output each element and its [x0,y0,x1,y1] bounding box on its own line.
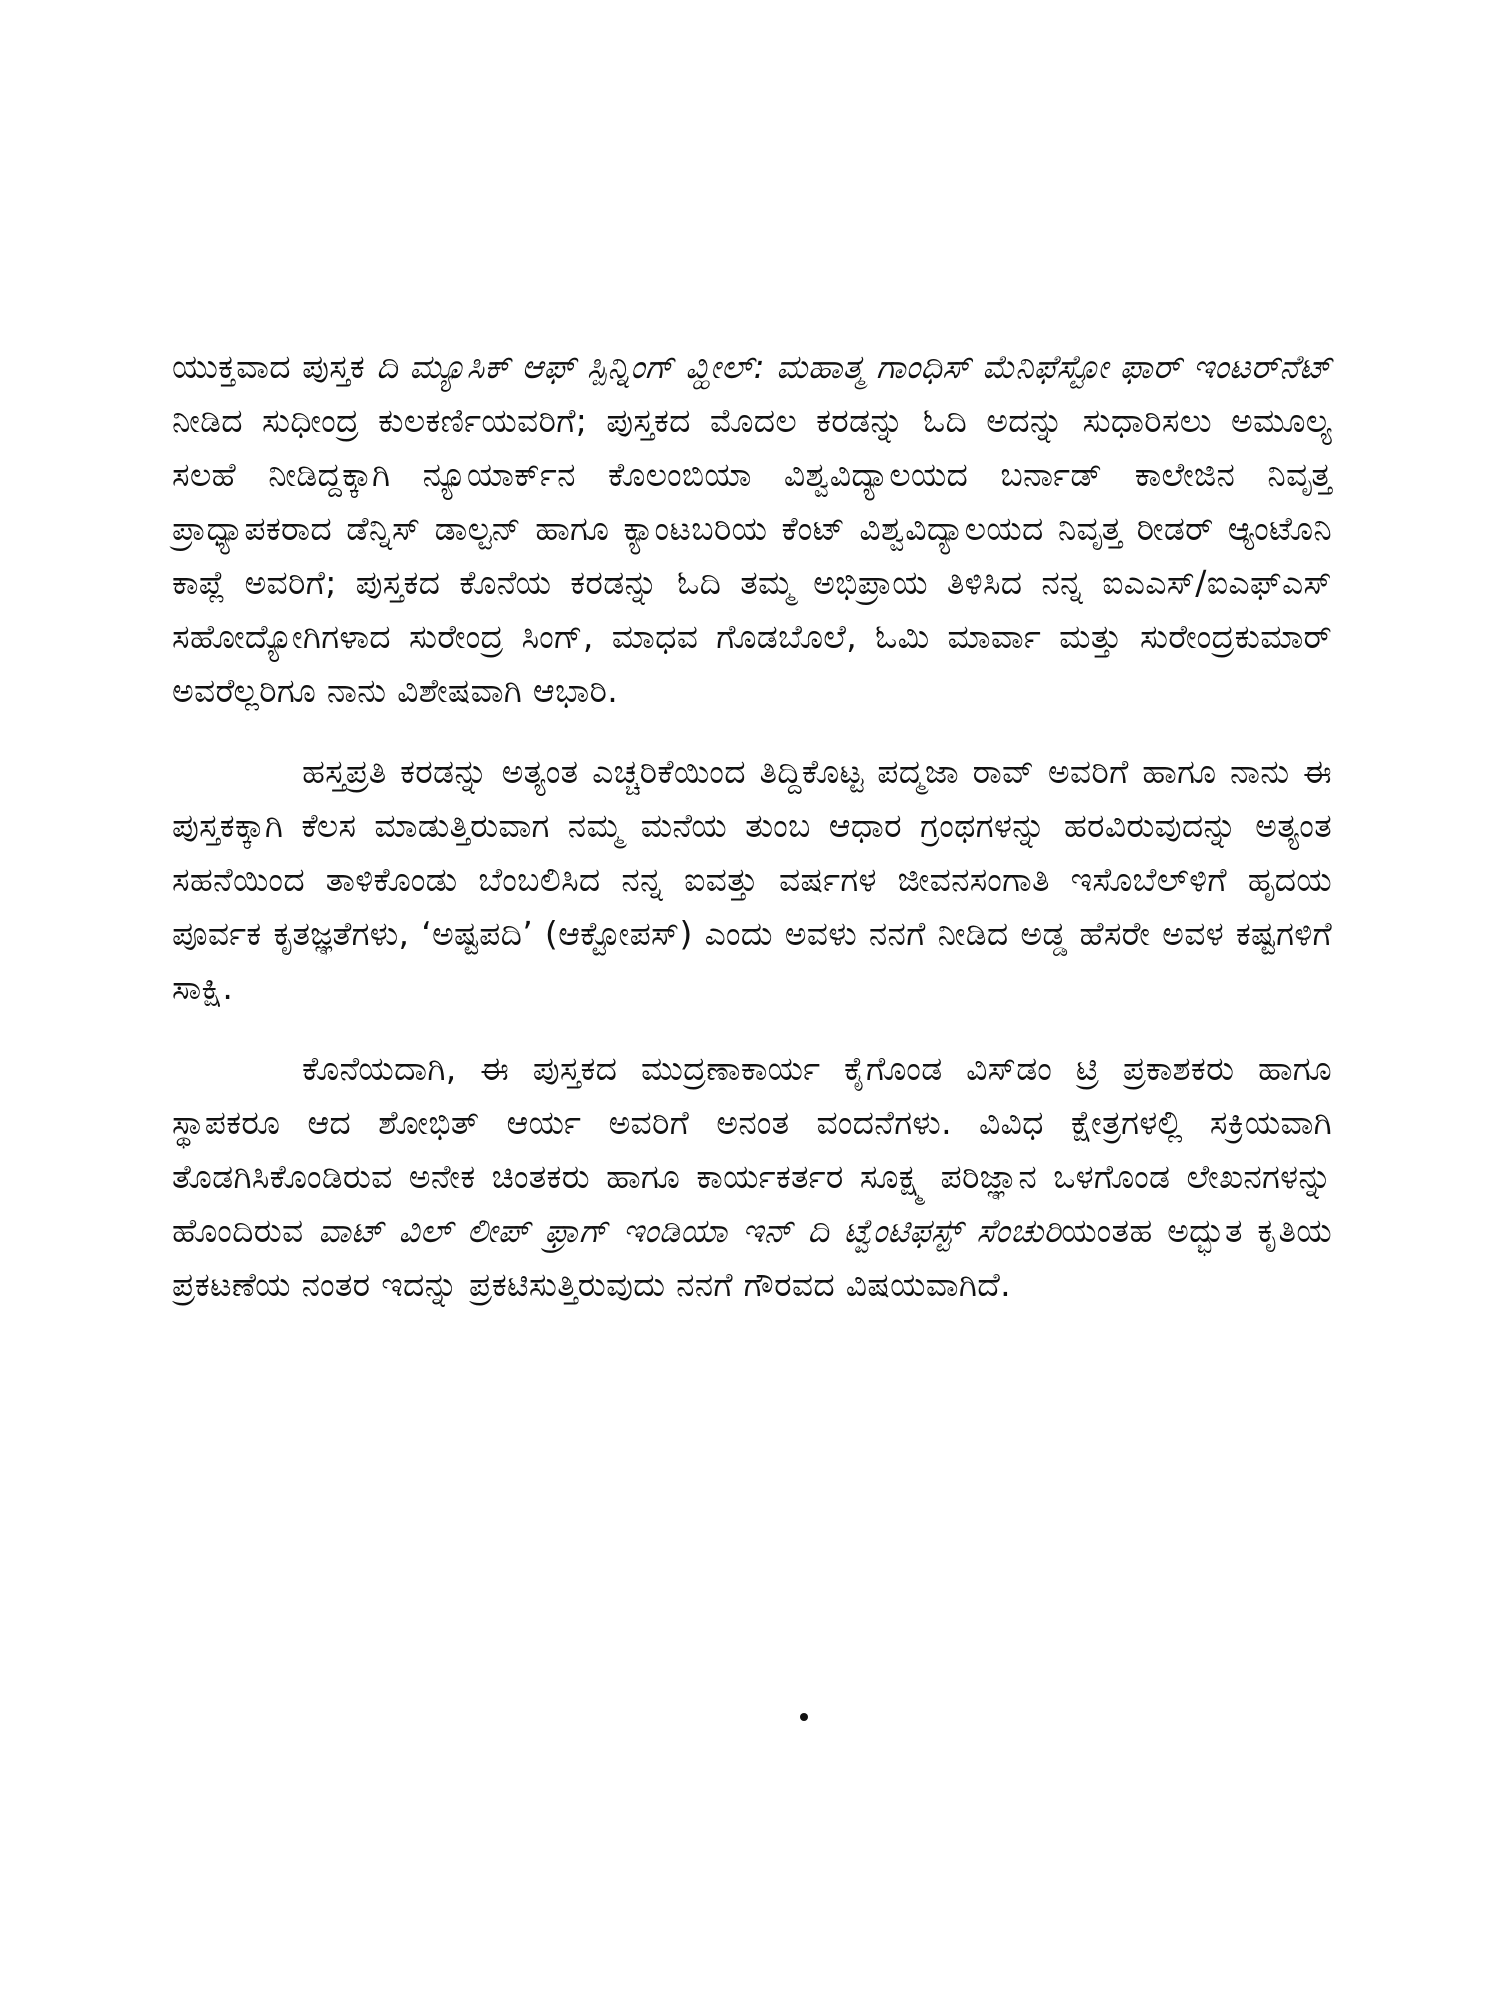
paragraph-text: ಯಂತಹ ಅದ್ಭುತ ಕೃತಿಯ ಪ್ರಕಟಣೆಯ ನಂತರ ಇದನ್ನು ಪ್ರಕಟಿಸುತ್ತಿರುವುದು ನನಗೆ ಗೌರವದ ವಿಷಯವಾಗಿದೆ. [172,1211,1332,1304]
book-title-italic: ವಾಟ್ ವಿಲ್ ಲೀಪ್ ಫ್ರಾಗ್ ಇಂಡಿಯಾ ಇನ್ ದಿ ಟ್ವೆಂಟಿಫಸ್ಟ್ ಸೆಂಚುರಿ [318,1211,1062,1250]
paragraph-text: ಯುಕ್ತವಾದ ಪುಸ್ತಕ [172,347,377,386]
book-title-italic: ದಿ ಮ್ಯೂಸಿಕ್ ಆಫ್ ಸ್ಪಿನ್ನಿಂಗ್ ವ್ಹೀಲ್: ಮಹಾತ್ಮ ಗಾಂಧಿಸ್ ಮೆನಿಫೆಸ್ಟೋ ಫಾರ್ ಇಂಟರ್‌ನೆಟ್ [376,347,1332,386]
paragraph-acknowledgements-1 [172,340,1332,718]
paragraph-text: ನೀಡಿದ ಸುಧೀಂದ್ರ ಕುಲಕರ್ಣಿಯವರಿಗೆ; ಪುಸ್ತಕದ ಮೊದಲ ಕರಡನ್ನು ಓದಿ ಅದನ್ನು ಸುಧಾರಿಸಲು ಅಮೂಲ್ಯ ಸಲಹೆ ನೀಡಿದ್ದಕ್ಕಾಗಿ ನ್ಯೂಯಾರ್ಕ್‌ನ ಕೊಲಂಬಿಯಾ ವಿಶ್ವವಿದ್ಯಾಲಯದ ಬರ್ನಾಡ್ ಕಾಲೇಜಿನ ನಿವೃತ್ತ ಪ್ರಾಧ್ಯಾಪಕರಾದ ಡೆನ್ನಿಸ್ ಡಾಲ್ಟನ್ ಹಾಗೂ ಕ್ಯಾಂಟಬರಿಯ ಕೆಂಟ್ ವಿಶ್ವವಿದ್ಯಾಲಯದ ನಿವೃತ್ತ ರೀಡರ್ ಆ್ಯಂಟೊನಿ ಕಾಪ್ಲೆ ಅವರಿಗೆ; ಪುಸ್ತಕದ ಕೊನೆಯ ಕರಡನ್ನು ಓದಿ ತಮ್ಮ ಅಭಿಪ್ರಾಯ ತಿಳಿಸಿದ ನನ್ನ ಐಎಎಸ್/ಐಎಫ್‌ಎಸ್ ಸಹೋದ್ಯೋಗಿಗಳಾದ ಸುರೇಂದ್ರ ಸಿಂಗ್, ಮಾಧವ ಗೊಡಬೊಲೆ, ಓಮಿ ಮಾರ್ವಾ ಮತ್ತು ಸುರೇಂದ್ರಕುಮಾರ್ ಅವರೆಲ್ಲರಿಗೂ ನಾನು ವಿಶೇಷವಾಗಿ ಆಭಾರಿ. [172,401,1332,710]
paragraph-text: ಕೊನೆಯದಾಗಿ, ಈ ಪುಸ್ತಕದ ಮುದ್ರಣಾಕಾರ್ಯ ಕೈಗೊಂಡ ವಿಸ್‌ಡಂ ಟ್ರಿ ಪ್ರಕಾಶಕರು ಹಾಗೂ ಸ್ಥಾಪಕರೂ ಆದ ಶೋಭಿತ್ ಆರ್ಯ ಅವರಿಗೆ ಅನಂತ ವಂದನೆಗಳು. ವಿವಿಧ ಕ್ಷೇತ್ರಗಳಲ್ಲಿ ಸಕ್ರಿಯವಾಗಿ ತೊಡಗಿಸಿಕೊಂಡಿರುವ ಅನೇಕ ಚಿಂತಕರು ಹಾಗೂ ಕಾರ್ಯಕರ್ತರ ಸೂಕ್ಷ್ಮ ಪರಿಜ್ಞಾನ ಒಳಗೊಂಡ ಲೇಖನಗಳನ್ನು ಹೊಂದಿರುವ [172,1049,1332,1250]
paragraph-acknowledgements-2 [172,745,1332,1015]
page-mark-dot [800,1713,808,1721]
document-body [172,340,1332,1339]
paragraph-acknowledgements-3 [172,1042,1332,1312]
paragraph-text: ಹಸ್ತಪ್ರತಿ ಕರಡನ್ನು ಅತ್ಯಂತ ಎಚ್ಚರಿಕೆಯಿಂದ ತಿದ್ದಿಕೊಟ್ಟ ಪದ್ಮಜಾ ರಾವ್ ಅವರಿಗೆ ಹಾಗೂ ನಾನು ಈ ಪುಸ್ತಕಕ್ಕಾಗಿ ಕೆಲಸ ಮಾಡುತ್ತಿರುವಾಗ ನಮ್ಮ ಮನೆಯ ತುಂಬ ಆಧಾರ ಗ್ರಂಥಗಳನ್ನು ಹರವಿರುವುದನ್ನು ಅತ್ಯಂತ ಸಹನೆಯಿಂದ ತಾಳಿಕೊಂಡು ಬೆಂಬಲಿಸಿದ ನನ್ನ ಐವತ್ತು ವರ್ಷಗಳ ಜೀವನಸಂಗಾತಿ ಇಸೊಬೆಲ್‌ಳಿಗೆ ಹೃದಯ ಪೂರ್ವಕ ಕೃತಜ್ಞತೆಗಳು, ‘ಅಷ್ಟಪದಿ’ (ಆಕ್ಟೋಪಸ್) ಎಂದು ಅವಳು ನನಗೆ ನೀಡಿದ ಅಡ್ಡ ಹೆಸರೇ ಅವಳ ಕಷ್ಟಗಳಿಗೆ ಸಾಕ್ಷಿ. [172,752,1332,1007]
